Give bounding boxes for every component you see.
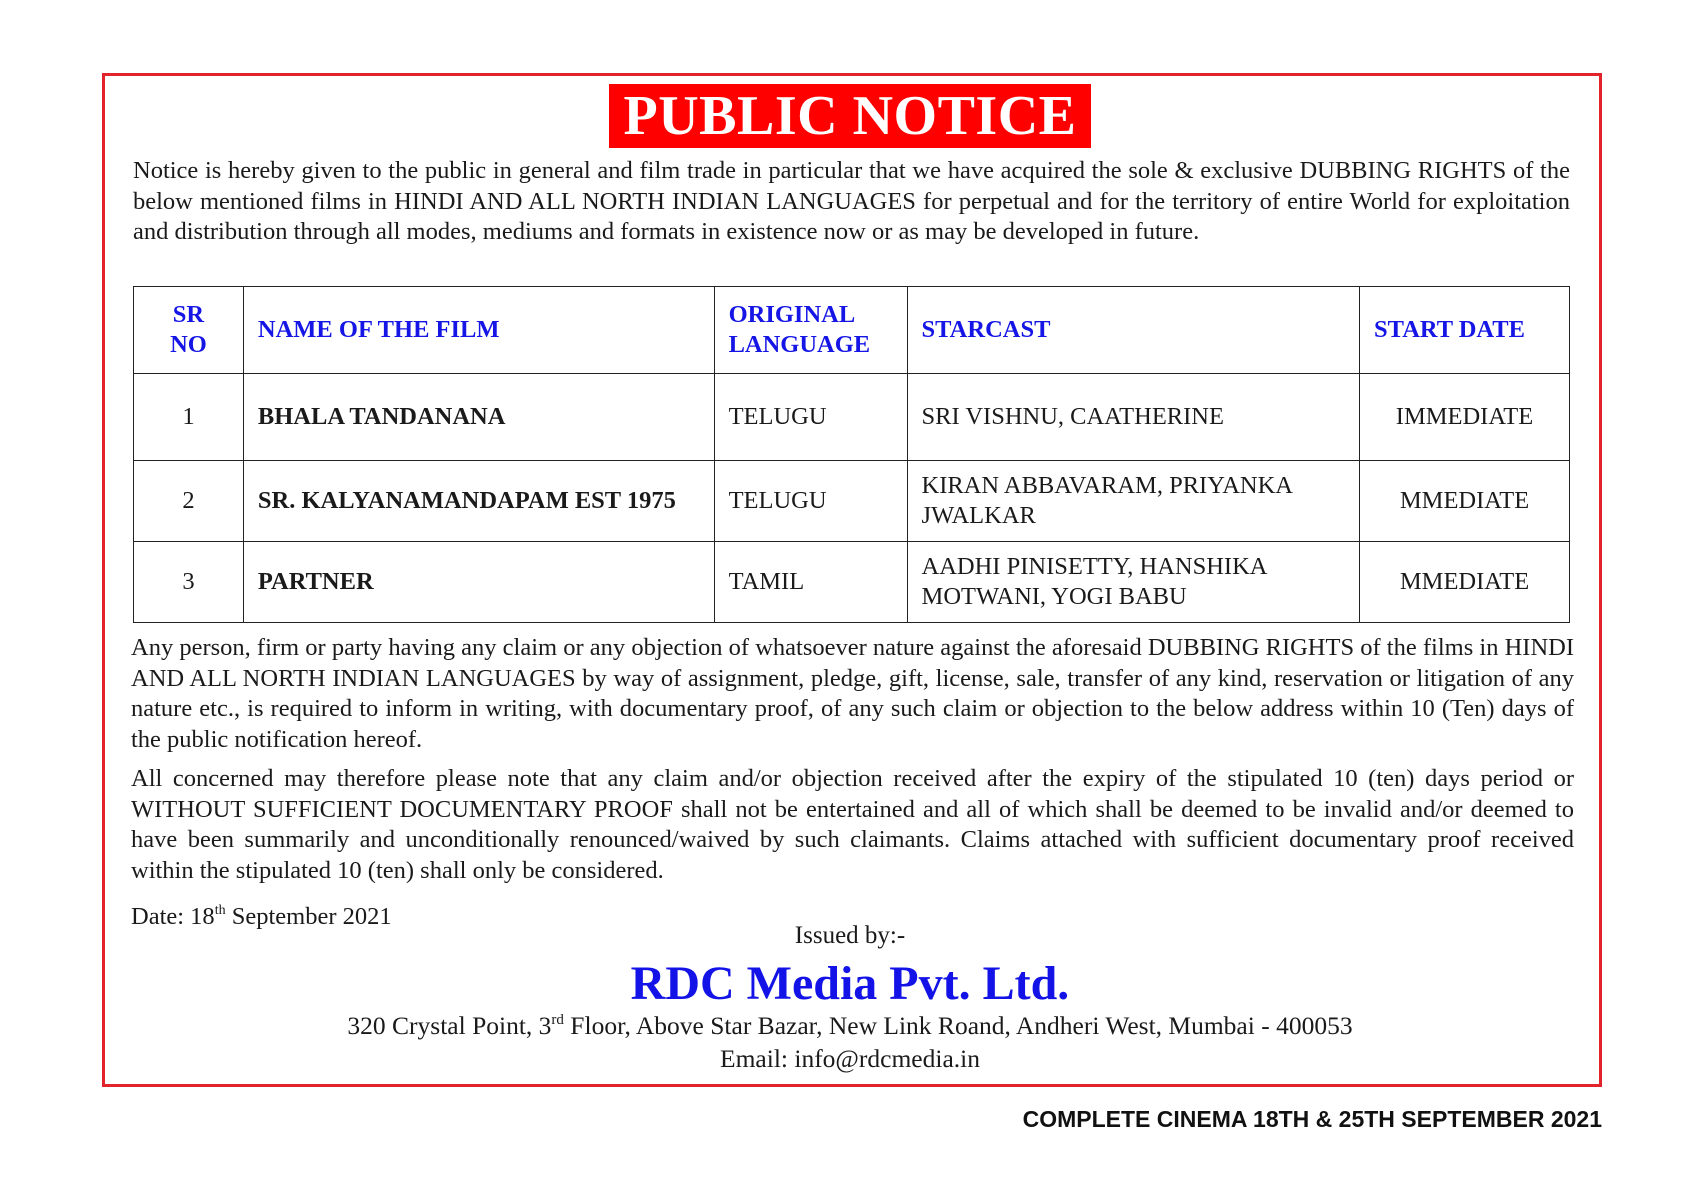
cell-starcast: KIRAN ABBAVARAM, PRIYANKA JWALKAR xyxy=(907,461,1360,542)
date-label: Date: 18 xyxy=(131,903,215,930)
table-row xyxy=(134,461,1570,542)
date-suffix: th xyxy=(214,903,226,918)
table-header-row xyxy=(134,287,1570,374)
header-sr-no xyxy=(134,287,244,374)
films-table xyxy=(133,286,1570,623)
cell-language: TELUGU xyxy=(714,374,907,461)
header-sr-line1: SR xyxy=(172,301,205,328)
header-lang-line1: ORIGINAL xyxy=(728,301,856,328)
cell-sr: 3 xyxy=(134,542,244,623)
cell-language: TAMIL xyxy=(714,542,907,623)
cell-start-date: MMEDIATE xyxy=(1360,461,1570,542)
header-starcast: STARCAST xyxy=(907,287,1360,374)
cell-start-date: MMEDIATE xyxy=(1360,542,1570,623)
table-row xyxy=(134,542,1570,623)
cell-film-name: PARTNER xyxy=(243,542,714,623)
cell-start-date: IMMEDIATE xyxy=(1360,374,1570,461)
address-part2: Floor, Above Star Bazar, New Link Roand, Andheri West, Mumbai - 400053 xyxy=(563,1011,1353,1040)
cell-sr: 1 xyxy=(134,374,244,461)
company-email: Email: info@rdcmedia.in xyxy=(720,1044,980,1073)
notice-title: PUBLIC NOTICE xyxy=(609,84,1090,148)
header-film-name: NAME OF THE FILM xyxy=(243,287,714,374)
concern-paragraph: All concerned may therefore please note that any claim and/or objection received after the expiry of the stipulated 10 (ten) days period or WITHOUT SUFFICIENT DOCUMENTARY PROOF shall not be entertained and all of which shall be deemed to be invalid and/or deemed to have been summarily and unconditionally renounced/waived by such claimants. Claims attached with sufficient documentary proof received within the stipulated 10 (ten) shall only be considered. xyxy=(131,765,1574,884)
header-start-date: START DATE xyxy=(1360,287,1570,374)
address-sup: rd xyxy=(551,1012,564,1028)
cell-film-name: BHALA TANDANANA xyxy=(243,374,714,461)
publication-footer: COMPLETE CINEMA 18TH & 25TH SEPTEMBER 2021 xyxy=(1022,1106,1602,1132)
cell-sr: 2 xyxy=(134,461,244,542)
company-name: RDC Media Pvt. Ltd. xyxy=(630,957,1070,1010)
company-address xyxy=(0,1011,1700,1041)
cell-starcast: AADHI PINISETTY, HANSHIKA MOTWANI, YOGI BABU xyxy=(907,542,1360,623)
issued-by: Issued by:- xyxy=(794,922,906,949)
cell-language: TELUGU xyxy=(714,461,907,542)
date-rest: September 2021 xyxy=(225,903,392,930)
title-container xyxy=(0,84,1700,148)
cell-film-name: SR. KALYANAMANDAPAM EST 1975 xyxy=(243,461,714,542)
header-original-language xyxy=(714,287,907,374)
intro-paragraph: Notice is hereby given to the public in general and film trade in particular that we have acquired the sole & exclusive DUBBING RIGHTS of the below mentioned films in HINDI AND ALL NORTH INDIAN LANGUAGES for perpetual and for the territory of entire World for exploitation and distribution through all modes, mediums and formats in existence now or as may be developed in future. xyxy=(133,157,1570,245)
table-row xyxy=(134,374,1570,461)
header-sr-line2: NO xyxy=(170,331,207,358)
address-part1: 320 Crystal Point, 3 xyxy=(347,1011,552,1040)
claim-paragraph: Any person, firm or party having any claim or any objection of whatsoever nature against the aforesaid DUBBING RIGHTS of the films in HINDI AND ALL NORTH INDIAN LANGUAGES by way of assignment, pledge, gift, license, sale, transfer of any kind, reservation or litigation of any nature etc., is required to inform in writing, with documentary proof, of any such claim or objection to the below address within 10 (Ten) days of the public notification hereof. xyxy=(131,634,1574,753)
header-lang-line2: LANGUAGE xyxy=(728,331,871,358)
cell-starcast: SRI VISHNU, CAATHERINE xyxy=(907,374,1360,461)
